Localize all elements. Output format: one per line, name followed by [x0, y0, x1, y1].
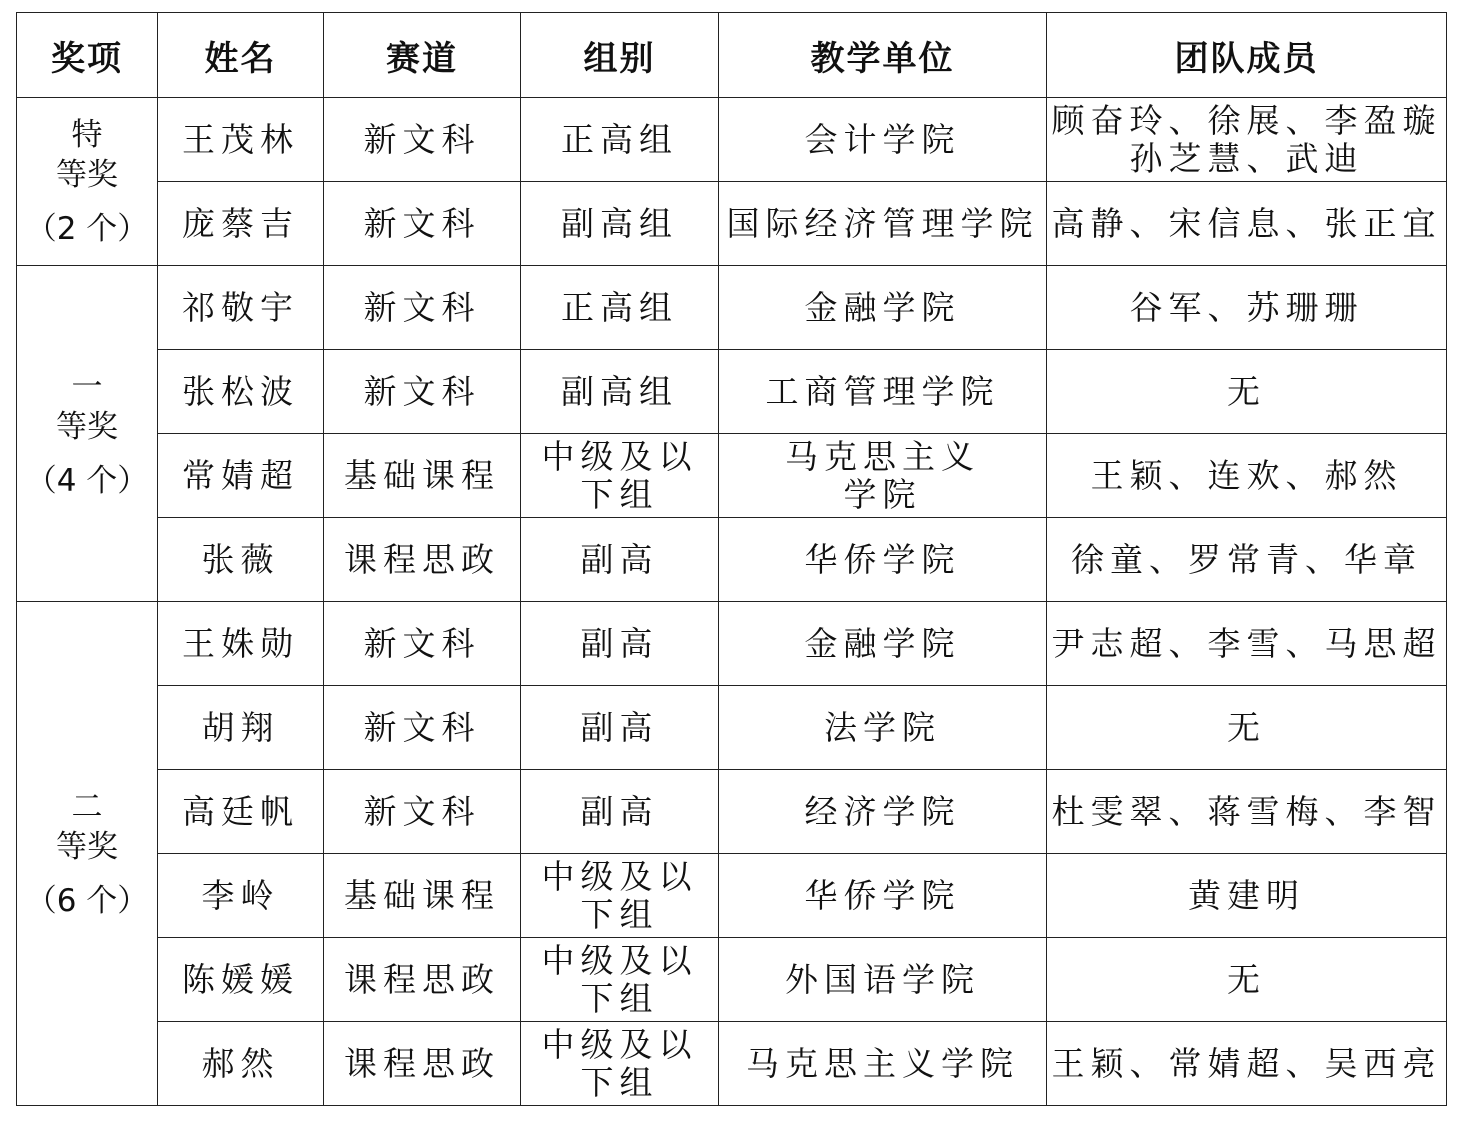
unit-cell — [719, 350, 1047, 434]
team-cell — [1047, 350, 1447, 434]
team-cell-line: 王颖、连欢、郝然 — [1090, 455, 1403, 495]
group-cell-line: 下组 — [580, 894, 659, 934]
table-row — [17, 1022, 1447, 1106]
group-cell — [521, 938, 719, 1022]
unit-cell — [719, 602, 1047, 686]
unit-cell-line: 学院 — [843, 474, 922, 514]
name-cell: 祁敬宇 — [158, 266, 324, 350]
team-cell — [1047, 938, 1447, 1022]
unit-cell-line: 金融学院 — [804, 287, 961, 327]
award-count: （4 个） — [25, 462, 149, 499]
unit-cell — [719, 770, 1047, 854]
unit-cell — [719, 686, 1047, 770]
group-cell-line: 中级及以 — [541, 940, 698, 980]
group-cell-line: 下组 — [580, 1062, 659, 1102]
team-cell-line: 高静、宋信息、张正宜 — [1051, 203, 1442, 243]
award-line2: 等奖 — [56, 408, 118, 445]
track-cell: 新文科 — [324, 350, 521, 434]
group-cell-line: 副高组 — [561, 371, 678, 411]
team-cell-line: 徐童、罗常青、华章 — [1071, 539, 1422, 579]
team-cell-line: 谷军、苏珊珊 — [1129, 287, 1364, 327]
header-team: 团队成员 — [1047, 13, 1447, 98]
award-line1: 一 — [71, 368, 103, 405]
group-cell-line: 副高 — [580, 791, 659, 831]
unit-cell — [719, 938, 1047, 1022]
group-cell-line: 正高组 — [561, 119, 678, 159]
track-cell: 课程思政 — [324, 1022, 521, 1106]
award-count: （2 个） — [25, 210, 149, 247]
header-group: 组别 — [521, 13, 719, 98]
table-row — [17, 770, 1447, 854]
name-cell: 李岭 — [158, 854, 324, 938]
unit-cell-line: 马克思主义学院 — [746, 1043, 1019, 1083]
header-unit: 教学单位 — [719, 13, 1047, 98]
award-line1: 二 — [71, 788, 103, 825]
name-cell: 高廷帆 — [158, 770, 324, 854]
team-cell — [1047, 770, 1447, 854]
unit-cell — [719, 98, 1047, 182]
team-cell — [1047, 518, 1447, 602]
team-cell — [1047, 686, 1447, 770]
name-cell: 郝然 — [158, 1022, 324, 1106]
track-cell: 新文科 — [324, 98, 521, 182]
team-cell-line: 孙芝慧、武迪 — [1129, 138, 1364, 178]
name-cell: 常婧超 — [158, 434, 324, 518]
unit-cell-line: 国际经济管理学院 — [726, 203, 1039, 243]
unit-cell-line: 法学院 — [824, 707, 941, 747]
team-cell-line: 无 — [1227, 371, 1266, 411]
name-cell: 胡翔 — [158, 686, 324, 770]
unit-cell-line: 华侨学院 — [804, 539, 961, 579]
team-cell-line: 无 — [1227, 959, 1266, 999]
track-cell: 课程思政 — [324, 938, 521, 1022]
header-track: 赛道 — [324, 13, 521, 98]
table-row — [17, 602, 1447, 686]
team-cell-line: 王颖、常婧超、吴西亮 — [1051, 1043, 1442, 1083]
award-cell — [17, 602, 158, 1106]
team-cell — [1047, 602, 1447, 686]
table-body — [17, 98, 1447, 1106]
team-cell — [1047, 98, 1447, 182]
name-cell: 陈媛媛 — [158, 938, 324, 1022]
table-row — [17, 854, 1447, 938]
team-cell — [1047, 434, 1447, 518]
header-name: 姓名 — [158, 13, 324, 98]
track-cell: 新文科 — [324, 266, 521, 350]
group-cell-line: 下组 — [580, 978, 659, 1018]
name-cell: 庞蔡吉 — [158, 182, 324, 266]
name-cell: 王茂林 — [158, 98, 324, 182]
unit-cell — [719, 1022, 1047, 1106]
group-cell-line: 下组 — [580, 474, 659, 514]
group-cell — [521, 770, 719, 854]
group-cell — [521, 518, 719, 602]
unit-cell — [719, 518, 1047, 602]
award-line2: 等奖 — [56, 828, 118, 865]
award-line2: 等奖 — [56, 156, 118, 193]
unit-cell — [719, 434, 1047, 518]
name-cell: 王姝勋 — [158, 602, 324, 686]
table-row — [17, 98, 1447, 182]
track-cell: 新文科 — [324, 686, 521, 770]
track-cell: 基础课程 — [324, 434, 521, 518]
group-cell — [521, 266, 719, 350]
unit-cell-line: 金融学院 — [804, 623, 961, 663]
track-cell: 新文科 — [324, 770, 521, 854]
unit-cell — [719, 182, 1047, 266]
group-cell-line: 中级及以 — [541, 856, 698, 896]
group-cell-line: 中级及以 — [541, 436, 698, 476]
team-cell-line: 顾奋玲、徐展、李盈璇 — [1051, 100, 1442, 140]
unit-cell — [719, 266, 1047, 350]
table-row — [17, 182, 1447, 266]
group-cell — [521, 182, 719, 266]
header-row — [17, 13, 1447, 98]
unit-cell-line: 经济学院 — [804, 791, 961, 831]
team-cell-line: 杜雯翠、蒋雪梅、李智 — [1051, 791, 1442, 831]
group-cell — [521, 686, 719, 770]
group-cell-line: 副高 — [580, 623, 659, 663]
unit-cell — [719, 854, 1047, 938]
name-cell: 张薇 — [158, 518, 324, 602]
team-cell — [1047, 854, 1447, 938]
name-cell: 张松波 — [158, 350, 324, 434]
group-cell-line: 副高组 — [561, 203, 678, 243]
award-cell — [17, 266, 158, 602]
unit-cell-line: 会计学院 — [804, 119, 961, 159]
team-cell-line: 无 — [1227, 707, 1266, 747]
group-cell-line: 副高 — [580, 707, 659, 747]
awards-table — [16, 12, 1447, 1106]
table-row — [17, 434, 1447, 518]
unit-cell-line: 工商管理学院 — [765, 371, 1000, 411]
track-cell: 课程思政 — [324, 518, 521, 602]
team-cell-line: 黄建明 — [1188, 875, 1305, 915]
group-cell — [521, 1022, 719, 1106]
header-award: 奖项 — [17, 13, 158, 98]
award-line1: 特 — [71, 116, 103, 153]
group-cell — [521, 350, 719, 434]
unit-cell-line: 马克思主义 — [785, 436, 980, 476]
track-cell: 新文科 — [324, 182, 521, 266]
table-row — [17, 350, 1447, 434]
award-cell — [17, 98, 158, 266]
group-cell — [521, 854, 719, 938]
table-row — [17, 518, 1447, 602]
unit-cell-line: 华侨学院 — [804, 875, 961, 915]
group-cell-line: 副高 — [580, 539, 659, 579]
track-cell: 基础课程 — [324, 854, 521, 938]
group-cell — [521, 602, 719, 686]
group-cell-line: 正高组 — [561, 287, 678, 327]
award-count: （6 个） — [25, 882, 149, 919]
track-cell: 新文科 — [324, 602, 521, 686]
table-row — [17, 686, 1447, 770]
group-cell — [521, 98, 719, 182]
group-cell-line: 中级及以 — [541, 1024, 698, 1064]
team-cell-line: 尹志超、李雪、马思超 — [1051, 623, 1442, 663]
unit-cell-line: 外国语学院 — [785, 959, 980, 999]
table-row — [17, 266, 1447, 350]
team-cell — [1047, 182, 1447, 266]
team-cell — [1047, 1022, 1447, 1106]
table-row — [17, 938, 1447, 1022]
team-cell — [1047, 266, 1447, 350]
group-cell — [521, 434, 719, 518]
